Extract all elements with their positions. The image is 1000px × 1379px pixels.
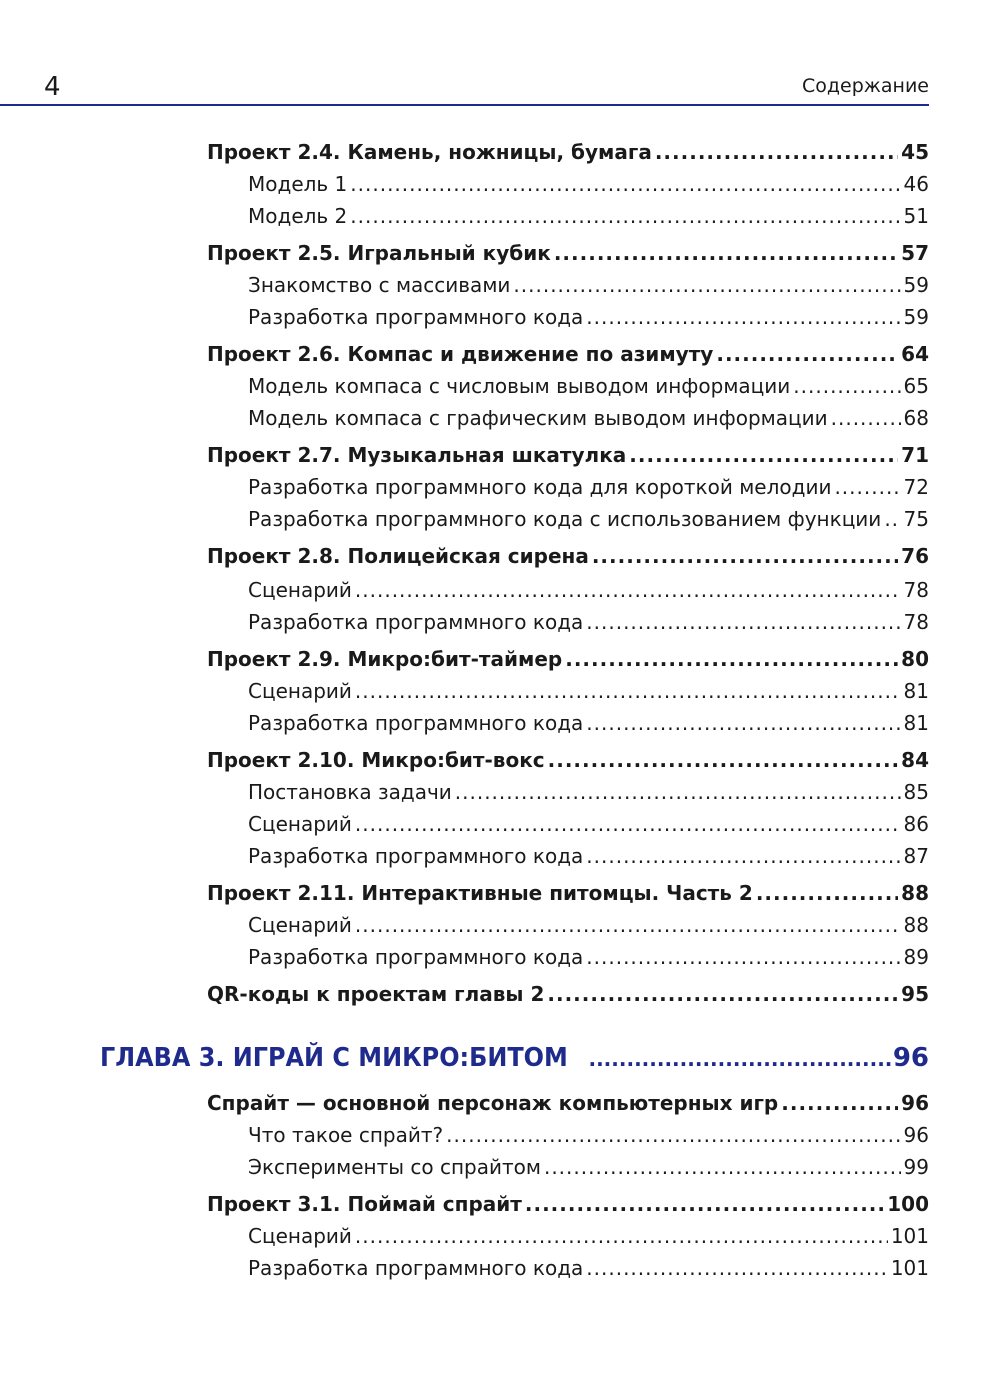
toc-entry-title: Постановка задачи xyxy=(248,780,452,804)
dot-leader xyxy=(793,370,900,402)
toc-entry[interactable] xyxy=(248,1252,929,1284)
dot-leader xyxy=(884,503,900,535)
toc-entry[interactable] xyxy=(248,168,929,200)
toc-entry-title: Проект 2.8. Полицейская сирена xyxy=(207,544,589,568)
toc-entry-title: Сценарий xyxy=(248,578,352,602)
toc-entry-page: 84 xyxy=(901,748,929,772)
toc-entry-title: QR-коды к проектам главы 2 xyxy=(207,982,545,1006)
toc-entry-title: Разработка программного кода xyxy=(248,711,584,735)
toc-entry-title: Сценарий xyxy=(248,812,352,836)
toc-entry-title: Модель 2 xyxy=(248,204,348,228)
toc-entry-title: Проект 2.6. Компас и движение по азимуту xyxy=(207,342,714,366)
dot-leader xyxy=(355,1220,888,1252)
toc-entry-title: Разработка программного кода xyxy=(248,844,584,868)
toc-entry-page: 51 xyxy=(903,204,929,228)
toc-entry-page: 68 xyxy=(903,406,929,430)
dot-leader xyxy=(548,744,899,776)
dot-leader xyxy=(565,643,898,675)
toc-entry[interactable] xyxy=(248,808,929,840)
toc-entry-title: Сценарий xyxy=(248,913,352,937)
dot-leader xyxy=(586,1252,888,1284)
toc-entry[interactable] xyxy=(248,1151,929,1183)
toc-entry-title: Разработка программного кода с использованием функции xyxy=(248,507,882,531)
toc-entry-page: 45 xyxy=(901,140,929,164)
toc-entry-title: Проект 2.11. Интерактивные питомцы. Часть 2 xyxy=(207,881,753,905)
toc-entry[interactable] xyxy=(207,439,929,471)
page-number: 4 xyxy=(44,72,61,102)
toc-entry[interactable] xyxy=(248,707,929,739)
toc-entry[interactable] xyxy=(248,370,929,402)
toc-entry-page: 57 xyxy=(901,241,929,265)
dot-leader xyxy=(554,237,898,269)
chapter-entry[interactable] xyxy=(100,1038,929,1078)
toc-entry-title: Эксперименты со спрайтом xyxy=(248,1155,541,1179)
toc-entry-page: 86 xyxy=(903,812,929,836)
toc-entry[interactable] xyxy=(207,877,929,909)
dot-leader xyxy=(350,168,900,200)
toc-entry-title: Спрайт — основной персонаж компьютерных игр xyxy=(207,1091,779,1115)
toc-entry-page: 99 xyxy=(903,1155,929,1179)
running-title: Содержание xyxy=(802,75,929,97)
toc-entry-title: Сценарий xyxy=(248,679,352,703)
toc-entry-title: Знакомство с массивами xyxy=(248,273,511,297)
toc-entry-title: Проект 2.9. Микро:бит-таймер xyxy=(207,647,563,671)
dot-leader xyxy=(586,840,900,872)
toc-entry-page: 100 xyxy=(887,1192,929,1216)
toc-entry[interactable] xyxy=(248,941,929,973)
toc-entry-page: 81 xyxy=(903,711,929,735)
toc-entry[interactable] xyxy=(248,503,929,535)
dot-leader xyxy=(547,978,898,1010)
toc-entry-title: Разработка программного кода xyxy=(248,610,584,634)
toc-entry[interactable] xyxy=(207,744,929,776)
toc-entry-page: 71 xyxy=(901,443,929,467)
toc-entry-page: 78 xyxy=(903,578,929,602)
chapter-title: ГЛАВА 3. ИГРАЙ С МИКРО:БИТОМ xyxy=(100,1043,568,1073)
dot-leader xyxy=(586,301,900,333)
toc-entry[interactable] xyxy=(248,840,929,872)
dot-leader xyxy=(446,1119,900,1151)
toc-entry-page: 81 xyxy=(903,679,929,703)
dot-leader xyxy=(586,941,900,973)
toc-entry-page: 88 xyxy=(901,881,929,905)
toc-entry[interactable] xyxy=(207,237,929,269)
toc-entry-page: 88 xyxy=(903,913,929,937)
toc-entry-page: 89 xyxy=(903,945,929,969)
toc-entry-page: 95 xyxy=(901,982,929,1006)
toc-entry[interactable] xyxy=(248,776,929,808)
toc-entry-title: Что такое спрайт? xyxy=(248,1123,444,1147)
toc-entry[interactable] xyxy=(248,1220,929,1252)
dot-leader xyxy=(355,675,901,707)
dot-leader xyxy=(544,1151,901,1183)
toc-entry[interactable] xyxy=(248,574,929,606)
toc-entry-page: 65 xyxy=(903,374,929,398)
toc-entry[interactable] xyxy=(248,471,929,503)
toc-entry-page: 59 xyxy=(903,273,929,297)
toc-entry[interactable] xyxy=(248,269,929,301)
toc-entry-title: Проект 2.5. Игральный кубик xyxy=(207,241,551,265)
toc-entry-title: Сценарий xyxy=(248,1224,352,1248)
toc-entry-page: 85 xyxy=(903,780,929,804)
toc-entry-title: Модель компаса с числовым выводом информации xyxy=(248,374,791,398)
toc-entry-page: 59 xyxy=(903,305,929,329)
dot-leader xyxy=(355,909,901,941)
toc-entry[interactable] xyxy=(207,978,929,1010)
dot-leader xyxy=(834,471,900,503)
dot-leader xyxy=(756,877,898,909)
toc-entry[interactable] xyxy=(207,643,929,675)
dot-leader xyxy=(350,200,900,232)
dot-leader xyxy=(781,1087,898,1119)
toc-entry-page: 72 xyxy=(903,475,929,499)
toc-entry-page: 96 xyxy=(903,1123,929,1147)
toc-entry[interactable] xyxy=(207,338,929,370)
toc-entry[interactable] xyxy=(248,402,929,434)
toc-entry[interactable] xyxy=(207,1188,929,1220)
toc-entry-page: 96 xyxy=(901,1091,929,1115)
toc-entry-page: 101 xyxy=(890,1256,929,1280)
dot-leader xyxy=(655,136,898,168)
toc-entry-page: 64 xyxy=(901,342,929,366)
toc-entry[interactable] xyxy=(248,909,929,941)
dot-leader xyxy=(513,269,900,301)
toc-entry[interactable] xyxy=(248,1119,929,1151)
toc-entry[interactable] xyxy=(248,301,929,333)
toc-entry-title: Разработка программного кода xyxy=(248,1256,584,1280)
dot-leader xyxy=(586,606,900,638)
dot-leader xyxy=(355,574,901,606)
toc-entry-page: 80 xyxy=(901,647,929,671)
toc-entry-title: Проект 2.7. Музыкальная шкатулка xyxy=(207,443,627,467)
toc-entry-page: 76 xyxy=(901,544,929,568)
dot-leader xyxy=(355,808,901,840)
toc-entry-title: Проект 2.4. Камень, ножницы, бумага xyxy=(207,140,652,164)
toc-entry-page: 87 xyxy=(903,844,929,868)
dot-leader xyxy=(592,540,898,572)
toc-entry[interactable] xyxy=(207,1087,929,1119)
toc-entry-title: Разработка программного кода для короткой мелодии xyxy=(248,475,832,499)
toc-entry[interactable] xyxy=(248,606,929,638)
toc-entry-page: 75 xyxy=(903,507,929,531)
toc-entry[interactable] xyxy=(248,200,929,232)
dot-leader xyxy=(588,1039,890,1079)
dot-leader xyxy=(831,402,901,434)
dot-leader xyxy=(525,1188,884,1220)
toc-entry[interactable] xyxy=(248,675,929,707)
toc-entry-page: 101 xyxy=(890,1224,929,1248)
toc-entry[interactable] xyxy=(207,136,929,168)
toc-entry[interactable] xyxy=(207,540,929,572)
dot-leader xyxy=(716,338,898,370)
dot-leader xyxy=(455,776,901,808)
dot-leader xyxy=(629,439,898,471)
toc-entry-title: Разработка программного кода xyxy=(248,945,584,969)
toc-entry-title: Проект 2.10. Микро:бит-вокс xyxy=(207,748,545,772)
toc-entry-title: Модель 1 xyxy=(248,172,348,196)
toc-entry-page: 78 xyxy=(903,610,929,634)
toc-entry-title: Модель компаса с графическим выводом информации xyxy=(248,406,828,430)
chapter-page: 96 xyxy=(892,1043,929,1073)
dot-leader xyxy=(586,707,900,739)
toc-entry-title: Проект 3.1. Поймай спрайт xyxy=(207,1192,522,1216)
toc-entry-page: 46 xyxy=(903,172,929,196)
toc-entry-title: Разработка программного кода xyxy=(248,305,584,329)
